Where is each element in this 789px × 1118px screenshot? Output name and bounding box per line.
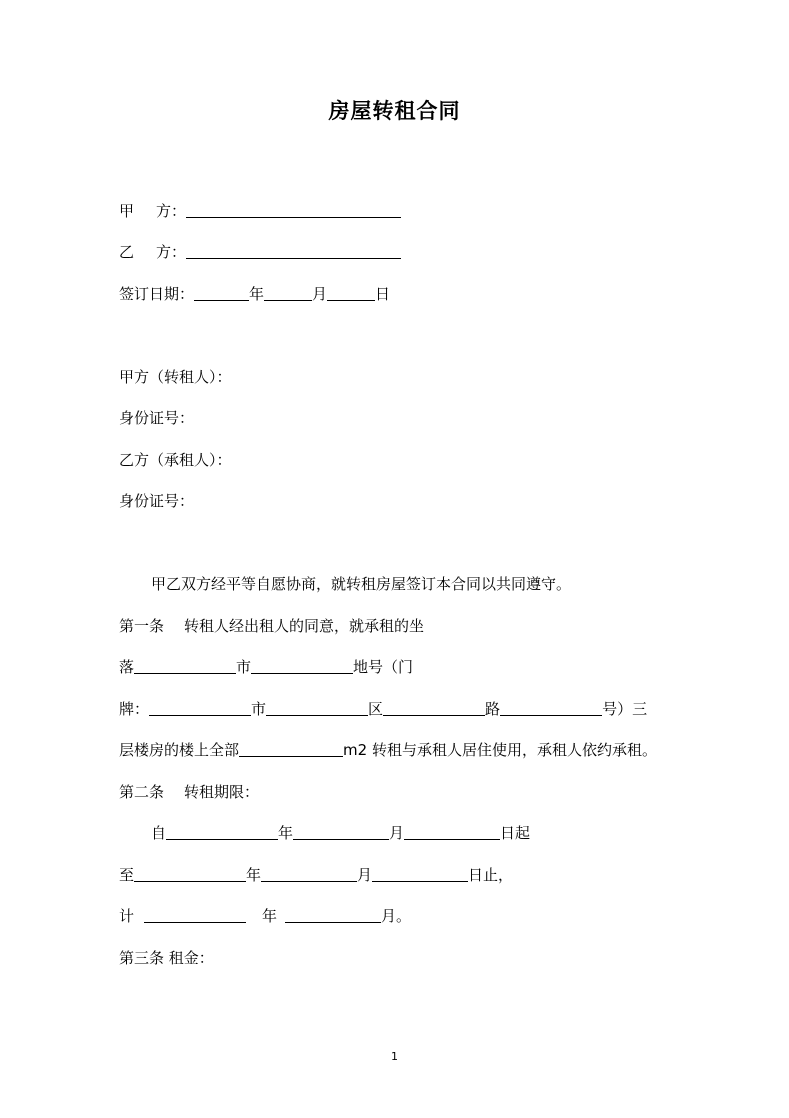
text-hao: 号）三 bbox=[602, 700, 648, 718]
from-day-blank[interactable] bbox=[404, 824, 500, 840]
from-month-blank[interactable] bbox=[293, 824, 389, 840]
text-zhi: 至 bbox=[119, 866, 135, 884]
page-number: 1 bbox=[391, 1050, 398, 1063]
party-a-label: 甲 bbox=[119, 202, 135, 220]
party-a-blank[interactable] bbox=[186, 202, 401, 218]
number-blank[interactable] bbox=[500, 700, 602, 716]
text-area-use: m2 转租与承租人居住使用，承租人依约承租。 bbox=[343, 741, 657, 759]
term-from-line bbox=[151, 822, 530, 844]
from-year-blank[interactable] bbox=[166, 824, 278, 840]
sublessor-label: 甲方（转租人）： bbox=[119, 368, 232, 386]
text-luo: 落 bbox=[119, 658, 135, 676]
text-shi-2: 市 bbox=[251, 700, 267, 718]
year-text: 年 bbox=[249, 285, 265, 303]
article-1-title: 第一条 bbox=[119, 617, 165, 635]
text-nian-3: 年 bbox=[262, 907, 278, 925]
road-blank[interactable] bbox=[383, 700, 485, 716]
text-nian: 年 bbox=[278, 824, 294, 842]
text-zi: 自 bbox=[151, 824, 167, 842]
text-lu: 路 bbox=[485, 700, 501, 718]
lot-blank[interactable] bbox=[251, 658, 353, 674]
text-shi: 市 bbox=[236, 658, 252, 676]
text-yue-2: 月 bbox=[357, 866, 373, 884]
article-1-text: 转租人经出租人的同意，就承租的坐 bbox=[184, 617, 425, 635]
party-b-label-2: 方： bbox=[156, 243, 187, 261]
article-1-line-3 bbox=[119, 698, 647, 720]
to-month-blank[interactable] bbox=[261, 866, 357, 882]
month-text: 月 bbox=[312, 285, 328, 303]
intro-paragraph: 甲乙双方经平等自愿协商，就转租房屋签订本合同以共同遵守。 bbox=[151, 575, 572, 593]
article-2-line bbox=[119, 781, 259, 803]
text-pai: 牌： bbox=[119, 700, 150, 718]
article-3-line: 第三条 租金： bbox=[119, 949, 214, 967]
party-b-line bbox=[119, 241, 401, 263]
text-riqi: 日起 bbox=[500, 824, 531, 842]
total-years-blank[interactable] bbox=[144, 907, 246, 923]
article-1-line bbox=[119, 615, 424, 637]
id-b-label: 身份证号： bbox=[119, 492, 195, 510]
city-blank[interactable] bbox=[134, 658, 236, 674]
sign-month-blank[interactable] bbox=[264, 285, 312, 301]
sign-date-line bbox=[119, 283, 390, 305]
sublessee-label: 乙方（承租人）： bbox=[119, 451, 232, 469]
day-text: 日 bbox=[375, 285, 391, 303]
district-blank[interactable] bbox=[266, 700, 368, 716]
party-a-line bbox=[119, 200, 401, 222]
sign-day-blank[interactable] bbox=[327, 285, 375, 301]
text-yue-3: 月。 bbox=[381, 907, 412, 925]
text-qu: 区 bbox=[368, 700, 384, 718]
party-b-blank[interactable] bbox=[186, 243, 401, 259]
sign-year-blank[interactable] bbox=[194, 285, 249, 301]
text-yue: 月 bbox=[389, 824, 405, 842]
id-a-label: 身份证号： bbox=[119, 409, 195, 427]
document-title: 房屋转租合同 bbox=[328, 98, 461, 123]
text-dihao: 地号（门 bbox=[353, 658, 414, 676]
text-ji: 计 bbox=[119, 907, 135, 925]
article-2-title: 第二条 bbox=[119, 783, 165, 801]
text-floor: 层楼房的楼上全部 bbox=[119, 741, 240, 759]
to-day-blank[interactable] bbox=[372, 866, 468, 882]
party-a-label-2: 方： bbox=[156, 202, 187, 220]
text-nian-2: 年 bbox=[246, 866, 262, 884]
to-year-blank[interactable] bbox=[134, 866, 246, 882]
article-1-line-2 bbox=[119, 656, 413, 678]
article-1-line-4 bbox=[119, 739, 657, 761]
article-2-text: 转租期限： bbox=[184, 783, 260, 801]
party-b-label: 乙 bbox=[119, 243, 135, 261]
total-months-blank[interactable] bbox=[285, 907, 381, 923]
text-rizhi: 日止， bbox=[468, 866, 514, 884]
pai-city-blank[interactable] bbox=[149, 700, 251, 716]
area-blank[interactable] bbox=[239, 741, 343, 757]
term-total-line bbox=[119, 905, 411, 927]
sign-date-label: 签订日期： bbox=[119, 285, 195, 303]
term-to-line bbox=[119, 864, 513, 886]
